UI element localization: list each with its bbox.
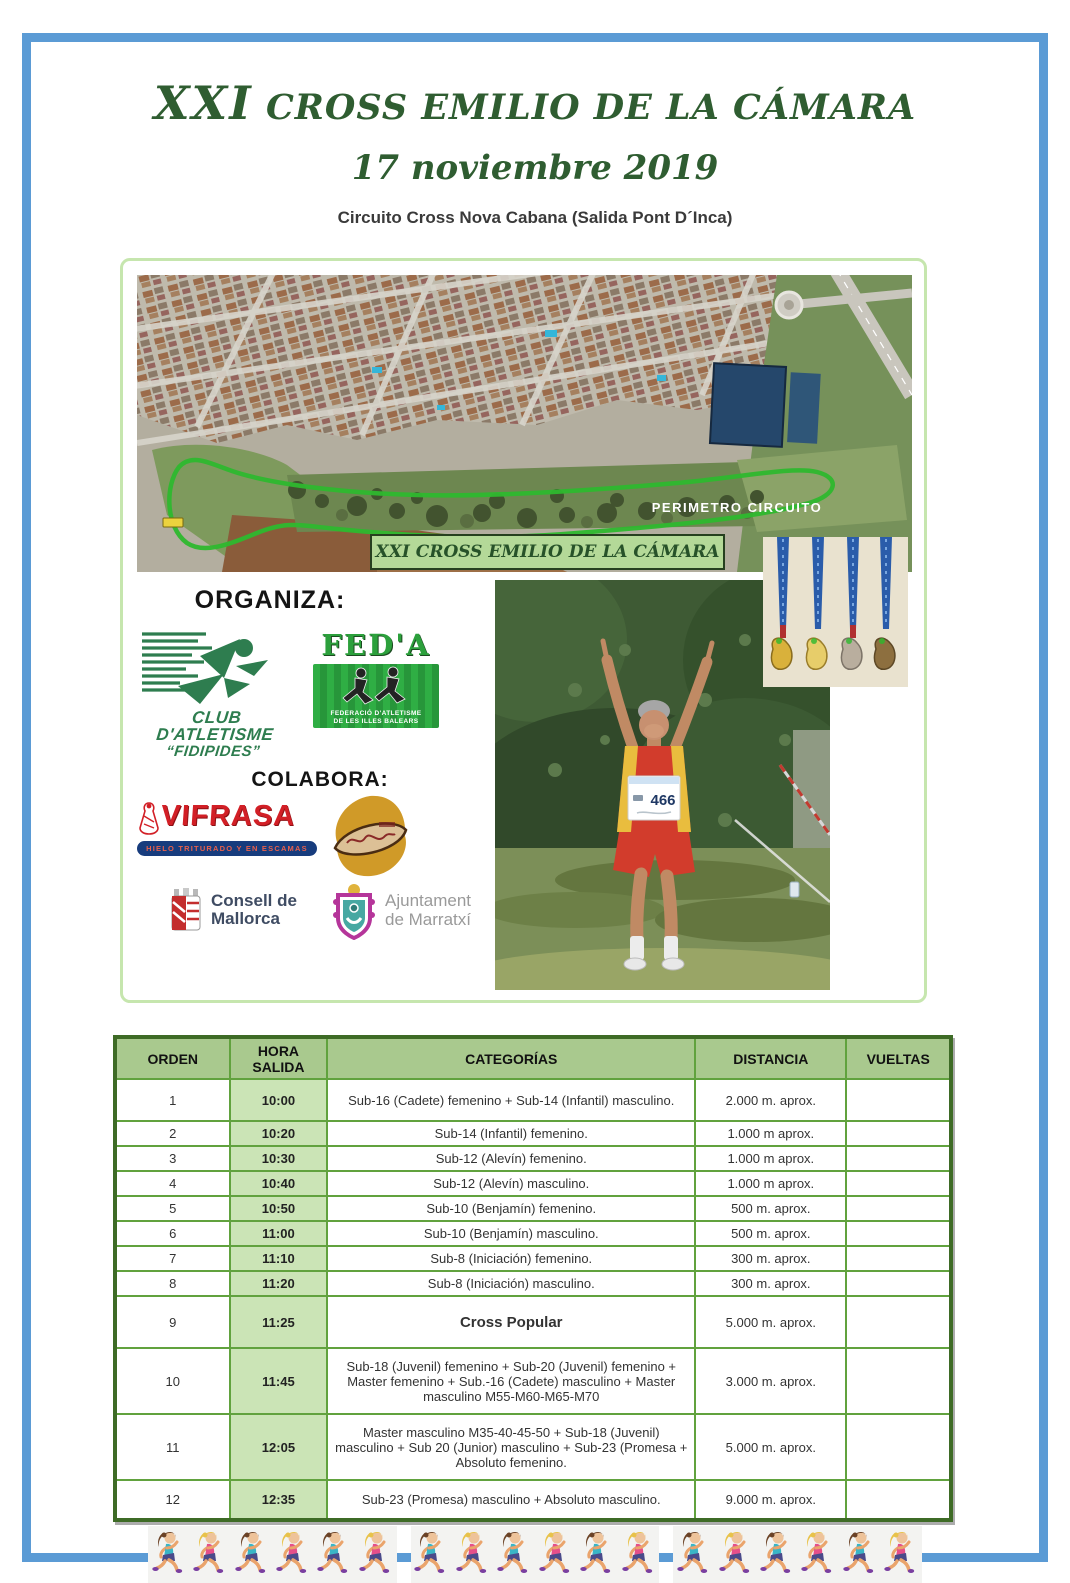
column-header-categorias: CATEGORÍAS	[327, 1037, 695, 1079]
cell-hora: 12:05	[230, 1414, 328, 1480]
cell-distancia: 5.000 m. aprox.	[695, 1414, 846, 1480]
cell-categorias: Sub-10 (Benjamín) femenino.	[327, 1196, 695, 1221]
cell-distancia: 1.000 m aprox.	[695, 1146, 846, 1171]
oval-emblem-icon	[327, 790, 413, 882]
feda-name: FED'A	[321, 628, 431, 662]
runner-woman-emoji	[358, 1531, 394, 1577]
runner-woman-emoji	[275, 1531, 311, 1577]
ajuntament-text-line2: de Marratxí	[385, 910, 471, 929]
feda-subtext-line1: FEDERACIÓ D'ATLETISME	[330, 709, 422, 717]
cell-distancia: 1.000 m aprox.	[695, 1121, 846, 1146]
cell-distancia: 3.000 m. aprox.	[695, 1348, 846, 1414]
cell-categorias: Sub-12 (Alevín) femenino.	[327, 1146, 695, 1171]
vifrasa-name: VIFRASA	[159, 800, 297, 832]
schedule-table-header	[115, 1037, 951, 1079]
cell-vueltas	[846, 1480, 951, 1520]
schedule-table	[113, 1035, 953, 1522]
runner-woman-emoji	[413, 1531, 449, 1577]
fidipides-text-line1: CLUB	[191, 708, 243, 727]
table-row	[115, 1146, 951, 1171]
ajuntament-text-line1: Ajuntament	[385, 891, 471, 911]
bakery-oval-logo	[327, 790, 413, 887]
table-row	[115, 1348, 951, 1414]
medals-image	[763, 537, 908, 687]
ajuntament-marratxi-logo	[331, 882, 471, 940]
cell-hora: 11:20	[230, 1271, 328, 1296]
cell-vueltas	[846, 1121, 951, 1146]
runner-emoji-strip	[673, 1526, 922, 1583]
feda-logo	[313, 628, 439, 728]
runner-woman-emoji	[579, 1531, 615, 1577]
vifrasa-figure-icon	[137, 800, 161, 840]
column-header-orden: ORDEN	[115, 1037, 230, 1079]
fidipides-text-line3: “FIDIPIDES”	[165, 742, 262, 760]
cell-orden: 5	[115, 1196, 230, 1221]
vifrasa-logo	[137, 800, 317, 856]
cell-distancia: 500 m. aprox.	[695, 1221, 846, 1246]
colabora-heading: COLABORA:	[251, 768, 389, 791]
cell-hora: 11:00	[230, 1221, 328, 1246]
consell-text-line1: Consell de	[211, 891, 297, 911]
table-row	[115, 1221, 951, 1246]
cell-orden: 10	[115, 1348, 230, 1414]
runner-woman-emoji	[234, 1531, 270, 1577]
runner-woman-emoji	[800, 1531, 836, 1577]
event-location: Circuito Cross Nova Cabana (Salida Pont D´Inca)	[337, 208, 733, 227]
consell-mallorca-logo	[169, 888, 297, 932]
event-title-rest: CROSS EMILIO DE LA CÁMARA	[252, 87, 917, 128]
cell-hora: 10:30	[230, 1146, 328, 1171]
aerial-map-graphic	[137, 275, 912, 572]
table-row	[115, 1196, 951, 1221]
cell-distancia: 300 m. aprox.	[695, 1246, 846, 1271]
cell-vueltas	[846, 1221, 951, 1246]
runner-woman-emoji	[842, 1531, 878, 1577]
feda-runners-icon	[327, 666, 423, 712]
event-date: 17 noviembre 2019	[351, 148, 719, 188]
table-row	[115, 1121, 951, 1146]
cell-categorias: Sub-12 (Alevín) masculino.	[327, 1171, 695, 1196]
cell-categorias: Sub-8 (Iniciación) masculino.	[327, 1271, 695, 1296]
runner-woman-emoji	[718, 1531, 754, 1577]
marratxi-crest-icon	[331, 882, 377, 940]
runner-emoji-strip	[411, 1526, 660, 1583]
bib-number: 466	[650, 792, 676, 809]
cell-hora: 10:50	[230, 1196, 328, 1221]
consell-shield-icon	[169, 888, 203, 932]
column-header-vueltas: VUELTAS	[846, 1037, 951, 1079]
table-row	[115, 1271, 951, 1296]
vifrasa-tagline: HIELO TRITURADO Y EN ESCAMAS	[137, 841, 317, 856]
cell-categorias: Master masculino M35-40-45-50 + Sub-18 (Juvenil) masculino + Sub 20 (Junior) masculino + Sub-23 (Promesa + Absoluto femenino.	[327, 1414, 695, 1480]
cell-vueltas	[846, 1414, 951, 1480]
column-header-hora: HORA SALIDA	[230, 1037, 328, 1079]
column-header-distancia: DISTANCIA	[695, 1037, 846, 1079]
cell-orden: 8	[115, 1271, 230, 1296]
runner-woman-emoji	[759, 1531, 795, 1577]
start-marker	[163, 518, 183, 527]
cell-distancia: 1.000 m aprox.	[695, 1171, 846, 1196]
cell-categorias: Sub-14 (Infantil) femenino.	[327, 1121, 695, 1146]
cell-vueltas	[846, 1146, 951, 1171]
cell-vueltas	[846, 1196, 951, 1221]
cell-distancia: 500 m. aprox.	[695, 1196, 846, 1221]
medals-graphic	[763, 537, 908, 687]
cell-orden: 2	[115, 1121, 230, 1146]
feda-subtext-line2: DE LES ILLES BALEARS	[333, 717, 419, 725]
perimeter-label: PERIMETRO CIRCUITO	[651, 500, 823, 515]
cell-hora: 11:25	[230, 1296, 328, 1348]
cell-vueltas	[846, 1271, 951, 1296]
cell-categorias: Sub-18 (Juvenil) femenino + Sub-20 (Juvenil) femenino + Master femenino + Sub.-16 (Cadete) masculino + Master masculino M55-M60-M65-M70	[327, 1348, 695, 1414]
cell-vueltas	[846, 1296, 951, 1348]
runner-woman-emoji	[538, 1531, 574, 1577]
runner-woman-emoji	[496, 1531, 532, 1577]
runner-woman-emoji	[621, 1531, 657, 1577]
cell-distancia: 5.000 m. aprox.	[695, 1296, 846, 1348]
runner-woman-emoji	[455, 1531, 491, 1577]
cell-categorias: Cross Popular	[327, 1296, 695, 1348]
media-block	[120, 258, 927, 1003]
cell-vueltas	[846, 1171, 951, 1196]
event-title-prefix: XXI	[153, 76, 253, 130]
organiza-heading: ORGANIZA:	[194, 586, 346, 614]
runner-woman-emoji	[676, 1531, 712, 1577]
cell-vueltas	[846, 1246, 951, 1271]
table-row	[115, 1296, 951, 1348]
runner-emoji-strip	[148, 1526, 397, 1583]
cell-vueltas	[846, 1348, 951, 1414]
schedule-table-body	[115, 1079, 951, 1520]
table-row	[115, 1414, 951, 1480]
cell-categorias: Sub-16 (Cadete) femenino + Sub-14 (Infantil) masculino.	[327, 1079, 695, 1121]
cell-orden: 1	[115, 1079, 230, 1121]
cell-orden: 6	[115, 1221, 230, 1246]
cell-distancia: 9.000 m. aprox.	[695, 1480, 846, 1520]
cell-orden: 12	[115, 1480, 230, 1520]
course-map-image	[137, 275, 912, 572]
cell-orden: 3	[115, 1146, 230, 1171]
table-row	[115, 1171, 951, 1196]
fidipides-runner-icon	[140, 624, 290, 704]
cell-hora: 10:00	[230, 1079, 328, 1121]
table-row	[115, 1480, 951, 1520]
feda-emblem	[313, 664, 439, 728]
club-fidipides-logo	[135, 624, 295, 759]
cell-orden: 4	[115, 1171, 230, 1196]
cell-hora: 11:10	[230, 1246, 328, 1271]
sponsors-column	[135, 586, 505, 998]
fidipides-text-line2: D'ATLETISME	[155, 725, 275, 745]
cell-hora: 11:45	[230, 1348, 328, 1414]
runner-woman-emoji	[316, 1531, 352, 1577]
cell-categorias: Sub-23 (Promesa) masculino + Absoluto masculino.	[327, 1480, 695, 1520]
runner-woman-emoji	[151, 1531, 187, 1577]
cell-vueltas	[846, 1079, 951, 1121]
runner-woman-emoji	[192, 1531, 228, 1577]
cell-hora: 10:20	[230, 1121, 328, 1146]
cell-distancia: 2.000 m. aprox.	[695, 1079, 846, 1121]
table-row	[115, 1079, 951, 1121]
table-row	[115, 1246, 951, 1271]
event-title	[0, 76, 1070, 130]
runner-woman-emoji	[883, 1531, 919, 1577]
cell-hora: 12:35	[230, 1480, 328, 1520]
cell-distancia: 300 m. aprox.	[695, 1271, 846, 1296]
cell-categorias: Sub-8 (Iniciación) femenino.	[327, 1246, 695, 1271]
map-title-banner: XXI CROSS EMILIO DE LA CÁMARA	[370, 534, 725, 570]
cell-orden: 9	[115, 1296, 230, 1348]
cell-orden: 7	[115, 1246, 230, 1271]
cell-orden: 11	[115, 1414, 230, 1480]
consell-text-line2: Mallorca	[211, 909, 280, 928]
runner-emoji-row	[148, 1526, 922, 1583]
cell-categorias: Sub-10 (Benjamín) masculino.	[327, 1221, 695, 1246]
cell-hora: 10:40	[230, 1171, 328, 1196]
